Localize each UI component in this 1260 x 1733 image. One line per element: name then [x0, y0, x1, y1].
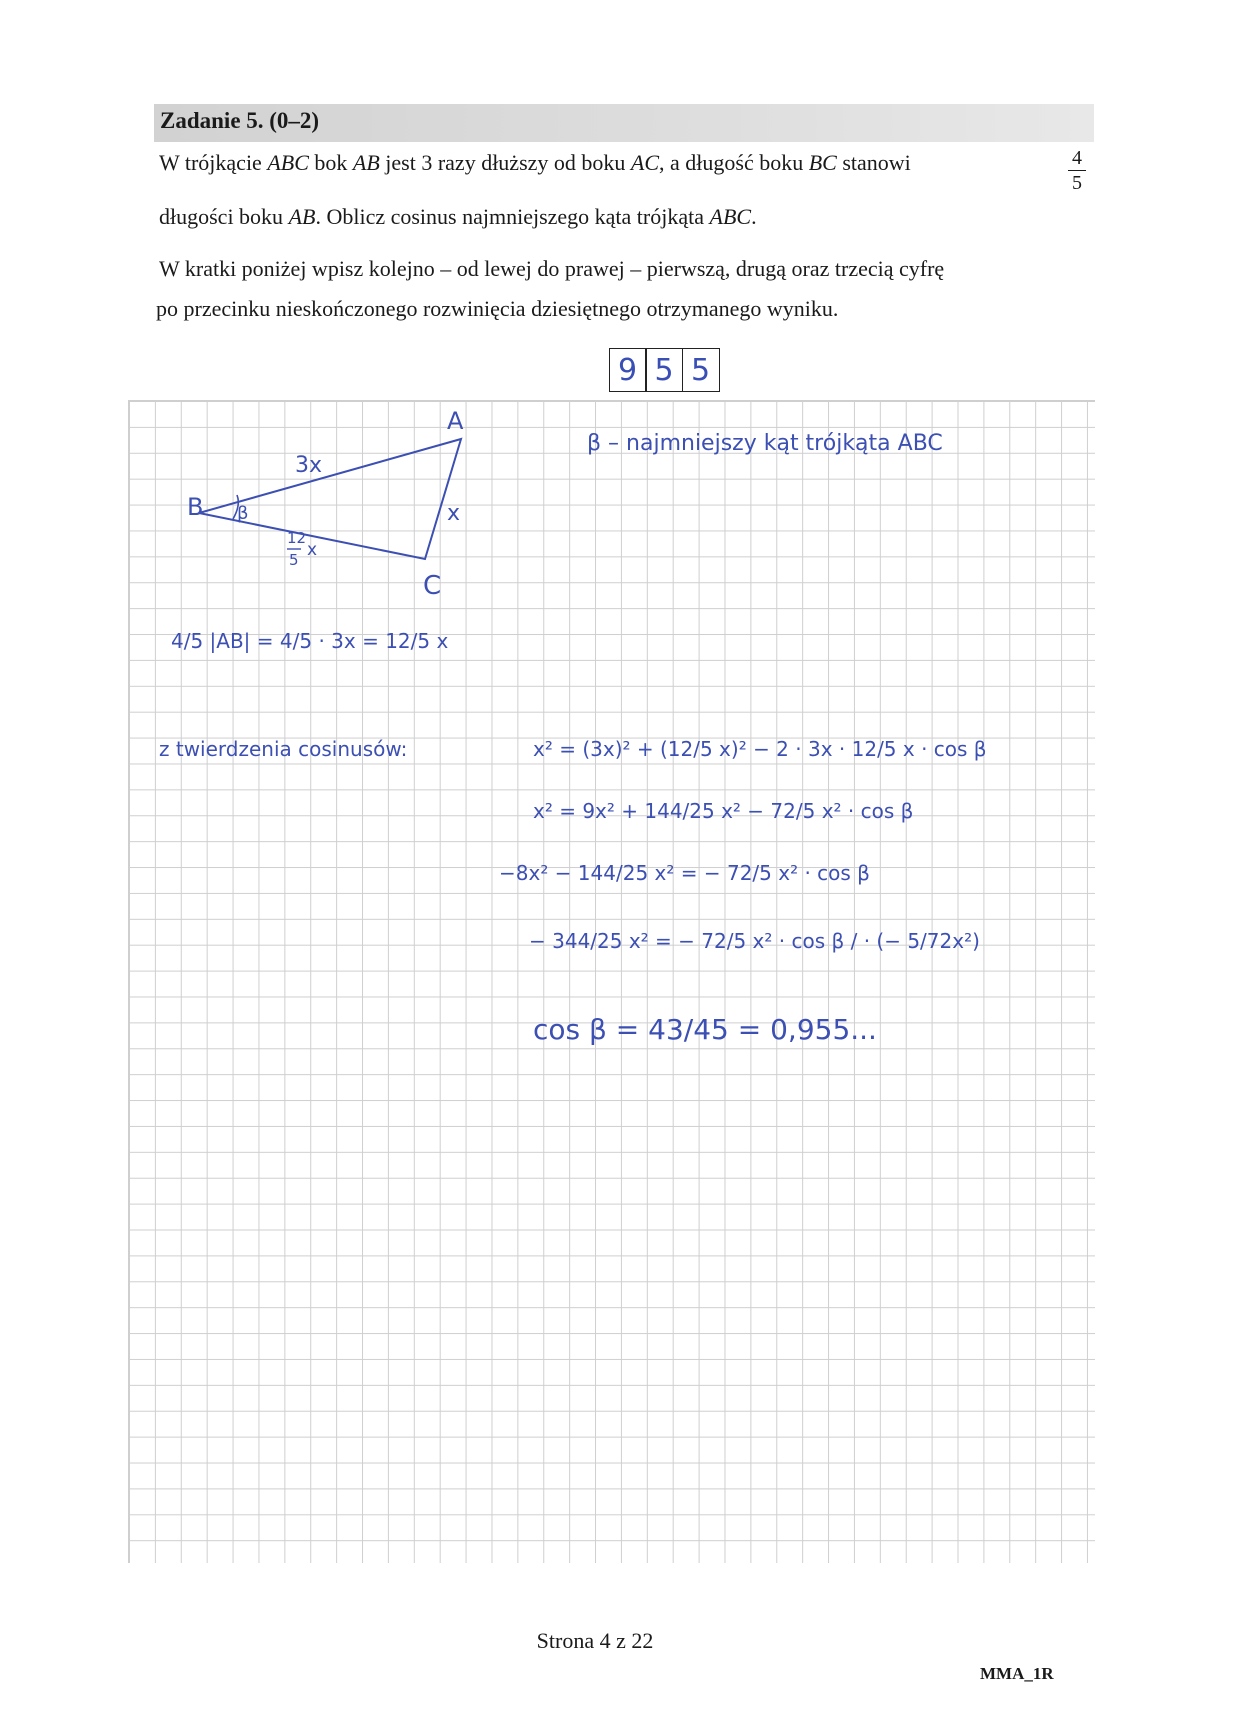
label-side-bc-num: 12 [287, 529, 307, 547]
label-vertex-c: C [423, 571, 442, 601]
label-side-bc-var: x [307, 540, 318, 560]
task-text-line1: W trójkącie ABC bok AB jest 3 razy dłuższy od boku AC, a długość boku BC stanowi [159, 150, 911, 175]
equation-4: − 344/25 x² = − 72/5 x² · cos β / · (− 5/72x²) [529, 929, 980, 953]
label-side-ac: x [447, 501, 461, 526]
answer-digit-2[interactable]: 5 [645, 348, 683, 392]
fraction-numerator: 4 [1072, 147, 1082, 169]
answer-digit-1[interactable]: 9 [609, 348, 647, 392]
label-angle-beta: β [237, 503, 249, 524]
instruction-line1: W kratki poniżej wpisz kolejno – od lewej do prawej – pierwszą, drugą oraz trzecią cyfrę [159, 256, 945, 281]
fraction-four-fifths [1068, 148, 1086, 193]
task-title: Zadanie 5. (0–2) [160, 108, 320, 133]
label-vertex-b: B [187, 493, 204, 521]
exam-code: MMA_1R [980, 1664, 1054, 1683]
answer-digit-3[interactable]: 5 [682, 348, 720, 392]
page-number: Strona 4 z 22 [536, 1628, 654, 1653]
equation-3: −8x² − 144/25 x² = − 72/5 x² · cos β [499, 861, 870, 885]
fraction-denominator: 5 [1072, 172, 1082, 194]
result-cos-beta: cos β = 43/45 = 0,955... [533, 1013, 877, 1046]
calc-side-bc: 4/5 |AB| = 4/5 · 3x = 12/5 x [171, 629, 449, 653]
triangle-sketch [129, 401, 469, 601]
task-header [154, 104, 1094, 142]
answer-boxes [610, 348, 720, 392]
note-beta-smallest-angle: β – najmniejszy kąt trójkąta ABC [587, 431, 943, 456]
law-of-cosines-label: z twierdzenia cosinusów: [159, 737, 408, 761]
label-side-ab: 3x [295, 453, 323, 478]
task-text-line2: długości boku AB. Oblicz cosinus najmniejszego kąta trójkąta ABC. [159, 204, 757, 229]
grid-worksheet [128, 400, 1095, 1563]
label-vertex-a: A [447, 407, 464, 435]
label-side-bc-den: 5 [289, 551, 299, 569]
instruction-line2: po przecinku nieskończonego rozwinięcia dziesiętnego otrzymanego wyniku. [156, 296, 839, 321]
equation-2: x² = 9x² + 144/25 x² − 72/5 x² · cos β [533, 799, 914, 823]
equation-1: x² = (3x)² + (12/5 x)² − 2 · 3x · 12/5 x · cos β [533, 737, 987, 761]
